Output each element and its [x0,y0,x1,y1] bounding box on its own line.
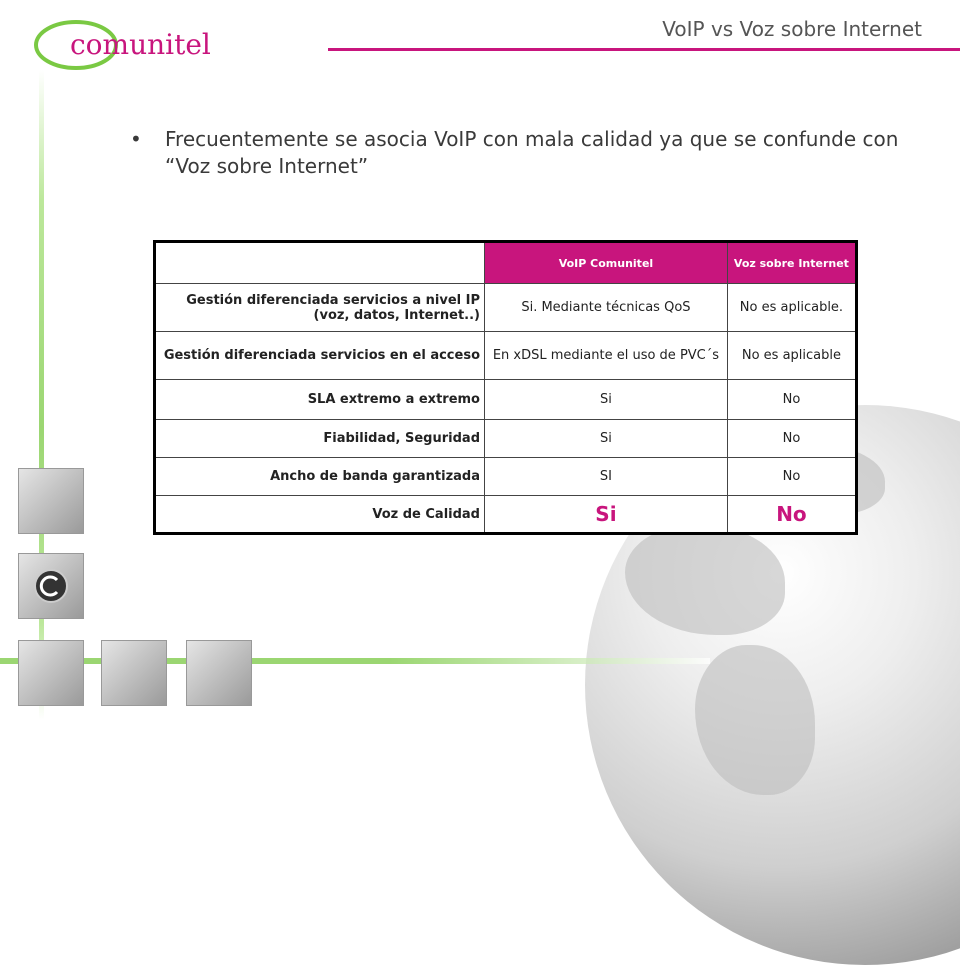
comunitel-logo [32,16,232,76]
page-title: VoIP vs Voz sobre Internet [662,17,922,41]
row-label: Ancho de banda garantizada [155,458,485,496]
internet-cell: No es aplicable. [727,284,856,332]
table-row [155,420,857,458]
keyboard-photo [101,640,167,706]
bullet-symbol: • [130,127,142,151]
column-header-voip: VoIP Comunitel [485,242,728,284]
table-corner-cell [155,242,485,284]
table-row [155,284,857,332]
voip-cell: Si [485,420,728,458]
internet-cell: No [727,458,856,496]
power-icon [19,554,83,618]
row-label: Gestión diferenciada servicios en el acceso [155,332,485,380]
voip-cell: Si [485,380,728,420]
table-row [155,380,857,420]
voip-cell: Si. Mediante técnicas QoS [485,284,728,332]
row-label: SLA extremo a extremo [155,380,485,420]
logo-text: comunitel [70,28,211,61]
header-divider [328,48,960,51]
woman-phone-photo [18,640,84,706]
bullet-text: Frecuentemente se asocia VoIP con mala calidad ya que se confunde con “Voz sobre Internet” [165,127,899,178]
cable-connector-photo [186,640,252,706]
internet-cell: No es aplicable [727,332,856,380]
handshake-photo [18,468,84,534]
row-label: Fiabilidad, Seguridad [155,420,485,458]
voip-cell: Si [485,496,728,534]
power-button-photo [18,553,84,619]
table-row [155,496,857,534]
internet-cell: No [727,420,856,458]
logo-svg [32,16,232,76]
row-label: Gestión diferenciada servicios a nivel IP (voz, datos, Internet..) [155,284,485,332]
internet-cell: No [727,496,856,534]
row-label: Voz de Calidad [155,496,485,534]
voip-cell: En xDSL mediante el uso de PVC´s [485,332,728,380]
comparison-table [153,240,858,535]
table-row [155,458,857,496]
table-header-row [155,242,857,284]
column-header-internet: Voz sobre Internet [727,242,856,284]
decorative-vertical-line [39,70,44,720]
internet-cell: No [727,380,856,420]
voip-cell: SI [485,458,728,496]
table-row [155,332,857,380]
